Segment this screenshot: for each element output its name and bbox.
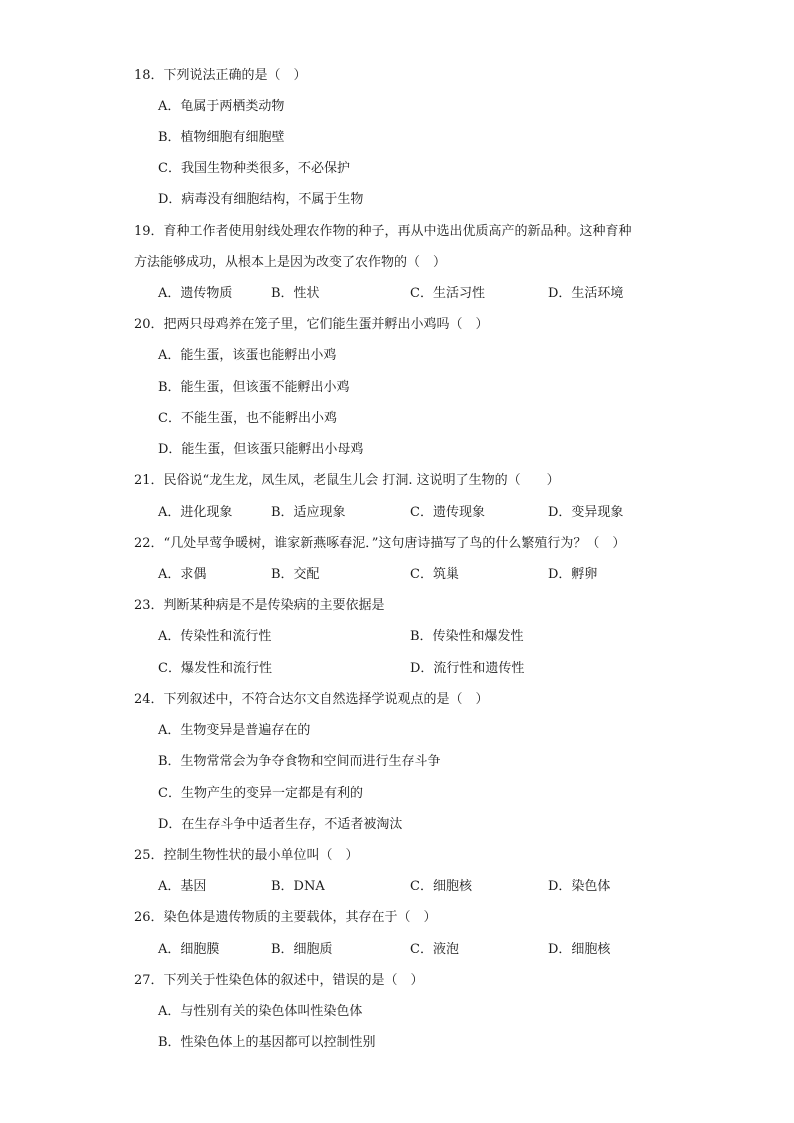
question-24-option-d: D．在生存斗争中适者生存，不适者被淘汰 bbox=[158, 817, 403, 832]
question-19-option-a: A．遗传物质 bbox=[158, 286, 233, 301]
question-19-option-b: B．性状 bbox=[271, 286, 320, 301]
question-27-option-a: A．与性别有关的染色体叫性染色体 bbox=[158, 1004, 363, 1019]
question-22-option-c: C．筑巢 bbox=[410, 567, 459, 582]
question-23-option-c: C．爆发性和流行性 bbox=[158, 661, 272, 676]
question-27-stem: 27．下列关于性染色体的叙述中，错误的是（ ） bbox=[134, 973, 424, 988]
question-25-option-b: B．DNA bbox=[271, 879, 325, 894]
question-18-option-b: B．植物细胞有细胞壁 bbox=[158, 130, 285, 145]
question-21-option-c: C．遗传现象 bbox=[410, 505, 485, 520]
question-20-option-b: B．能生蛋，但该蛋不能孵出小鸡 bbox=[158, 380, 350, 395]
question-20-option-c: C．不能生蛋，也不能孵出小鸡 bbox=[158, 411, 337, 426]
question-19-option-d: D．生活环境 bbox=[548, 286, 624, 301]
question-25-stem: 25．控制生物性状的最小单位叫（ ） bbox=[134, 848, 359, 863]
question-23-stem: 23．判断某种病是不是传染病的主要依据是 bbox=[134, 598, 385, 613]
question-18-option-c: C．我国生物种类很多，不必保护 bbox=[158, 161, 350, 176]
question-24-option-a: A．生物变异是普遍存在的 bbox=[158, 723, 311, 738]
question-22-stem: 22．“几处早莺争暖树，谁家新燕啄春泥．”这句唐诗描写了鸟的什么繁殖行为？（ ） bbox=[134, 536, 626, 551]
question-22-option-a: A．求偶 bbox=[158, 567, 207, 582]
question-26-option-d: D．细胞核 bbox=[548, 942, 611, 957]
question-20-option-d: D．能生蛋，但该蛋只能孵出小母鸡 bbox=[158, 442, 364, 457]
question-25-option-c: C．细胞核 bbox=[410, 879, 472, 894]
question-18-option-d: D．病毒没有细胞结构，不属于生物 bbox=[158, 192, 364, 207]
question-18-option-a: A．龟属于两栖类动物 bbox=[158, 99, 285, 114]
question-18-stem: 18．下列说法正确的是（ ） bbox=[134, 68, 307, 83]
question-24-option-b: B．生物常常会为争夺食物和空间而进行生存斗争 bbox=[158, 754, 441, 769]
question-26-option-c: C．液泡 bbox=[410, 942, 459, 957]
question-20-option-a: A．能生蛋，该蛋也能孵出小鸡 bbox=[158, 348, 337, 363]
question-22-option-b: B．交配 bbox=[271, 567, 320, 582]
question-27-option-b: B．性染色体上的基因都可以控制性别 bbox=[158, 1035, 376, 1050]
question-20-stem: 20．把两只母鸡养在笼子里，它们能生蛋并孵出小鸡吗（ ） bbox=[134, 317, 489, 332]
question-25-option-d: D．染色体 bbox=[548, 879, 611, 894]
question-26-option-a: A．细胞膜 bbox=[158, 942, 220, 957]
question-24-stem: 24．下列叙述中，不符合达尔文自然选择学说观点的是（ ） bbox=[134, 692, 489, 707]
question-21-stem: 21．民俗说“龙生龙，凤生凤，老鼠生儿会 打洞. 这说明了生物的（ ） bbox=[134, 473, 560, 488]
question-26-option-b: B．细胞质 bbox=[271, 942, 333, 957]
question-19-stem-line-1: 19．育种工作者使用射线处理农作物的种子，再从中选出优质高产的新品种。这种育种 bbox=[134, 224, 632, 239]
question-21-option-d: D．变异现象 bbox=[548, 505, 624, 520]
question-23-option-a: A．传染性和流行性 bbox=[158, 629, 272, 644]
question-23-option-d: D．流行性和遗传性 bbox=[410, 661, 525, 676]
question-22-option-d: D．孵卵 bbox=[548, 567, 598, 582]
question-23-option-b: B．传染性和爆发性 bbox=[410, 629, 524, 644]
question-21-option-b: B．适应现象 bbox=[271, 505, 346, 520]
question-25-option-a: A．基因 bbox=[158, 879, 207, 894]
question-26-stem: 26．染色体是遗传物质的主要载体，其存在于（ ） bbox=[134, 910, 437, 925]
question-19-stem-line-2: 方法能够成功，从根本上是因为改变了农作物的（ ） bbox=[134, 255, 447, 270]
question-24-option-c: C．生物产生的变异一定都是有利的 bbox=[158, 786, 363, 801]
question-21-option-a: A．进化现象 bbox=[158, 505, 233, 520]
question-19-option-c: C．生活习性 bbox=[410, 286, 485, 301]
